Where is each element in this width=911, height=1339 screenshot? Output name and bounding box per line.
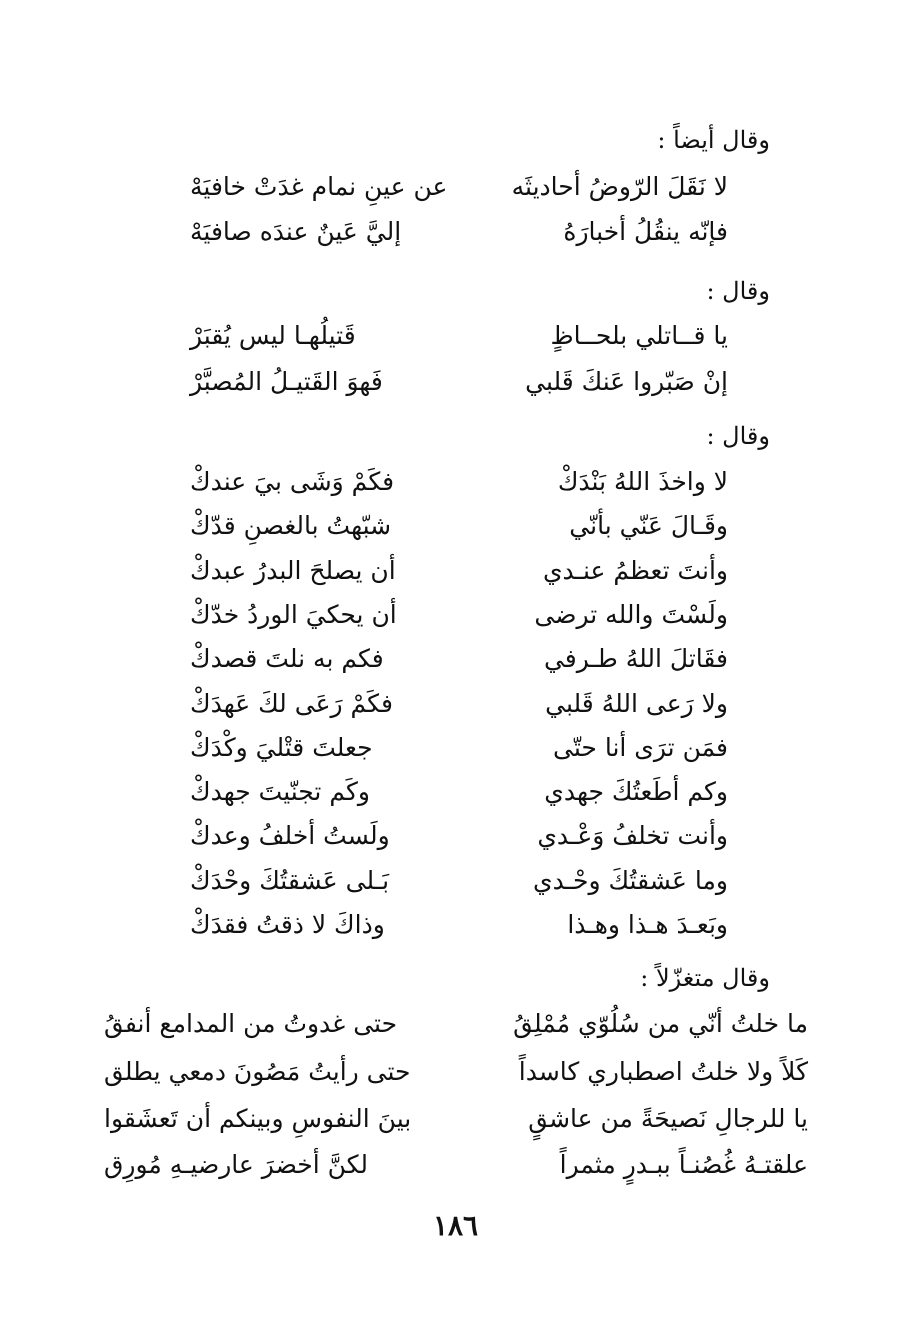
verse-line xyxy=(104,1004,808,1044)
verse-first-hemistich: يا قــاتلي بلحــاظٍ xyxy=(550,321,728,350)
verse-second-hemistich: فكم به نلتَ قصدكْ xyxy=(190,644,384,673)
verse-line xyxy=(190,212,728,252)
verse-line xyxy=(190,506,728,546)
verse-second-hemistich: قَتيلُهـا ليس يُقبَرْ xyxy=(190,321,356,350)
verse-second-hemistich: حتى غدوتُ من المدامع أنفقُ xyxy=(104,1009,398,1038)
poem-heading: وقال : xyxy=(706,277,770,305)
verse-second-hemistich: وكَم تجنّيتَ جهدكْ xyxy=(190,777,370,806)
verse-first-hemistich: ولَسْتَ والله ترضى xyxy=(534,600,728,629)
verse-line xyxy=(104,1052,808,1092)
poem-heading: وقال : xyxy=(706,422,770,450)
verse-second-hemistich: إليَّ عَينٌ عندَه صافيَهْ xyxy=(190,217,402,246)
verse-second-hemistich: أن يصلحَ البدرُ عبدكْ xyxy=(190,556,396,585)
verse-line xyxy=(190,167,728,207)
verse-line xyxy=(190,551,728,591)
verse-second-hemistich: أن يحكيَ الوردُ خدّكْ xyxy=(190,600,397,629)
verse-first-hemistich: علقتـهُ غُصُنـاً ببـدرٍ مثمراً xyxy=(559,1150,808,1179)
verse-second-hemistich: شبّهتُ بالغصنِ قدّكْ xyxy=(190,511,392,540)
verse-second-hemistich: وذاكَ لا ذقتُ فقدَكْ xyxy=(190,910,385,939)
poem-heading: وقال أيضاً : xyxy=(657,126,770,154)
verse-second-hemistich: حتى رأيتُ مَصُونَ دمعي يطلق xyxy=(104,1057,411,1086)
verse-second-hemistich: عن عينِ نمام غدَتْ خافيَهْ xyxy=(190,172,448,201)
verse-second-hemistich: بينَ النفوسِ وبينكم أن تَعشَقوا xyxy=(104,1104,412,1133)
verse-first-hemistich: وقَـالَ عَنّي بأنّي xyxy=(569,511,728,540)
verse-line xyxy=(190,639,728,679)
verse-first-hemistich: يا للرجالِ نَصيحَةً من عاشقٍ xyxy=(528,1104,808,1133)
verse-line xyxy=(190,595,728,635)
verse-first-hemistich: فمَن ترَى أنا حتّى xyxy=(553,733,728,762)
poem-heading: وقال متغزّلاً : xyxy=(640,964,770,992)
verse-first-hemistich: فإنّه ينقُلُ أخبارَهُ xyxy=(563,217,728,246)
verse-line xyxy=(104,1099,808,1139)
verse-first-hemistich: إنْ صَبّروا عَنكَ قَلبي xyxy=(525,367,728,396)
verse-second-hemistich: فَهوَ القَتيـلُ المُصبَّرْ xyxy=(190,367,383,396)
verse-second-hemistich: لكنَّ أخضرَ عارضيـهِ مُورِق xyxy=(104,1150,369,1179)
verse-first-hemistich: وأنتَ تعظمُ عنـدي xyxy=(542,556,728,585)
verse-line xyxy=(190,816,728,856)
verse-line xyxy=(190,772,728,812)
verse-first-hemistich: كَلاً ولا خلتُ اصطباري كاسداً xyxy=(518,1057,808,1086)
verse-line xyxy=(190,905,728,945)
verse-first-hemistich: وكم أطَعتُكَ جهدي xyxy=(544,777,728,806)
verse-line xyxy=(190,861,728,901)
verse-first-hemistich: فقَاتلَ اللهُ طـرفي xyxy=(543,644,728,673)
verse-line xyxy=(190,462,728,502)
verse-second-hemistich: جعلتَ قتْليَ وكْدَكْ xyxy=(190,733,373,762)
verse-first-hemistich: ولا رَعى اللهُ قَلبي xyxy=(545,689,728,718)
verse-first-hemistich: وبَعـدَ هـذا وهـذا xyxy=(567,910,728,939)
verse-line xyxy=(104,1145,808,1185)
verse-first-hemistich: لا نَقَلَ الرّوضُ أحاديثَه xyxy=(511,172,728,201)
verse-line xyxy=(190,684,728,724)
verse-line xyxy=(190,362,728,402)
verse-line xyxy=(190,728,728,768)
verse-line xyxy=(190,316,728,356)
verse-first-hemistich: لا واخذَ اللهُ بَنْدَكْ xyxy=(557,467,728,496)
verse-first-hemistich: وأنت تخلفُ وَعْـدي xyxy=(537,821,728,850)
verse-second-hemistich: فكَمْ وَشَى بيَ عندكْ xyxy=(190,467,395,496)
verse-first-hemistich: ما خلتُ أنّي من سُلُوّي مُمْلِقُ xyxy=(513,1009,808,1038)
verse-second-hemistich: ولَستُ أخلفُ وعدكْ xyxy=(190,821,390,850)
verse-second-hemistich: بَـلى عَشقتُكَ وحْدَكْ xyxy=(190,866,390,895)
verse-second-hemistich: فكَمْ رَعَى لكَ عَهدَكْ xyxy=(190,689,393,718)
page-number: ١٨٦ xyxy=(432,1209,479,1242)
verse-first-hemistich: وما عَشقتُكَ وحْـدي xyxy=(533,866,728,895)
